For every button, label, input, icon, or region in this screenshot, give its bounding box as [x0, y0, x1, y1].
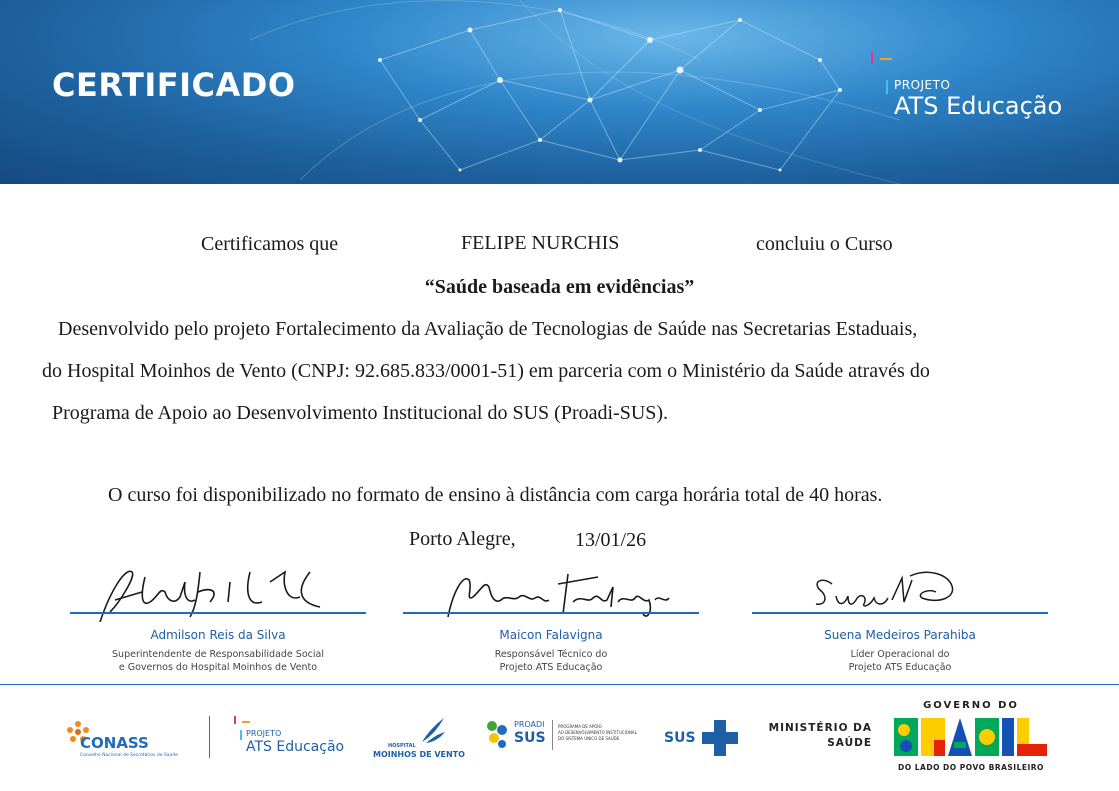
proadi-small: PROADI: [514, 720, 545, 729]
ministerio-saude-logo: [762, 722, 872, 754]
signer-name: Suena Medeiros Parahiba: [824, 628, 976, 642]
hmv-name: MOINHOS DE VENTO: [373, 750, 465, 759]
issue-date: 13/01/26: [575, 529, 647, 551]
course-title: “Saúde baseada em evidências”: [424, 276, 695, 298]
description-line-1: Desenvolvido pelo projeto Fortalecimento da Avaliação de Tecnologias de Saúde nas Secretarias Estaduais,: [58, 318, 918, 340]
signer-name: Maicon Falavigna: [499, 628, 603, 642]
brand-small-label: PROJETO: [894, 78, 951, 92]
signer-role: Responsável Técnico do Projeto ATS Educação: [494, 649, 608, 673]
gov-slogan: DO LADO DO POVO BRASILEIRO: [898, 763, 1044, 772]
signer-name: Admilson Reis da Silva: [150, 628, 286, 642]
modality-text: O curso foi disponibilizado no formato de ensino à distância com carga horária total de 40 horas.: [108, 484, 883, 506]
brand-name: ATS Educação: [894, 92, 1063, 120]
certify-intro: Certificamos que: [201, 233, 339, 255]
certificate-header-banner: [0, 0, 1119, 184]
signer-role: Superintendente de Responsabilidade Social e Governos do Hospital Moinhos de Vento: [112, 649, 324, 673]
proadi-name: SUS: [514, 730, 546, 746]
signature-line: [752, 612, 1048, 614]
conass-logo: [66, 718, 196, 762]
ministerio-line1: MINISTÉRIO DA: [768, 722, 872, 734]
signature-line: [403, 612, 699, 614]
signature-line: [70, 612, 366, 614]
hospital-moinhos-logo: [372, 716, 464, 762]
proadi-sus-logo: [484, 718, 644, 756]
windmill-icon: [420, 716, 446, 744]
sus-text: SUS: [664, 730, 696, 746]
certificate-title: CERTIFICADO: [52, 66, 296, 104]
conass-subtitle: Conselho Nacional de Secretários de Saúde: [80, 753, 179, 758]
proadi-emblem-icon: [484, 720, 510, 750]
footer-divider: [0, 684, 1119, 685]
recipient-name: FELIPE NURCHIS: [461, 232, 620, 254]
footer-ats-educacao-logo: [232, 716, 357, 762]
description-line-2: do Hospital Moinhos de Vento (CNPJ: 92.685.833/0001-51) em parceria com o Ministério da Saúde através do: [42, 360, 930, 382]
description-line-3: Programa de Apoio ao Desenvolvimento Institucional do SUS (Proadi-SUS).: [52, 402, 669, 424]
completed-text: concluiu o Curso: [756, 233, 893, 255]
sus-logo: [664, 720, 740, 756]
brasil-wordmark-icon: [894, 716, 1048, 758]
logo-separator: [209, 716, 210, 758]
footer-ats-name: ATS Educação: [246, 739, 345, 755]
signer-role: Líder Operacional do Projeto ATS Educação: [848, 649, 952, 673]
footer-ats-small: PROJETO: [246, 729, 282, 738]
gov-top-text: GOVERNO DO: [923, 700, 1019, 711]
ministerio-line2: SAÚDE: [827, 737, 872, 749]
hmv-small: HOSPITAL: [388, 743, 416, 749]
sus-cross-icon: [702, 720, 738, 756]
governo-brasil-logo: [892, 696, 1050, 776]
conass-name: CONASS: [80, 734, 149, 752]
proadi-description: PROGRAMA DE APOIO AO DESENVOLVIMENTO INSTITUCIONAL DO SISTEMA ÚNICO DE SAÚDE: [558, 724, 637, 741]
city: Porto Alegre,: [409, 528, 516, 550]
